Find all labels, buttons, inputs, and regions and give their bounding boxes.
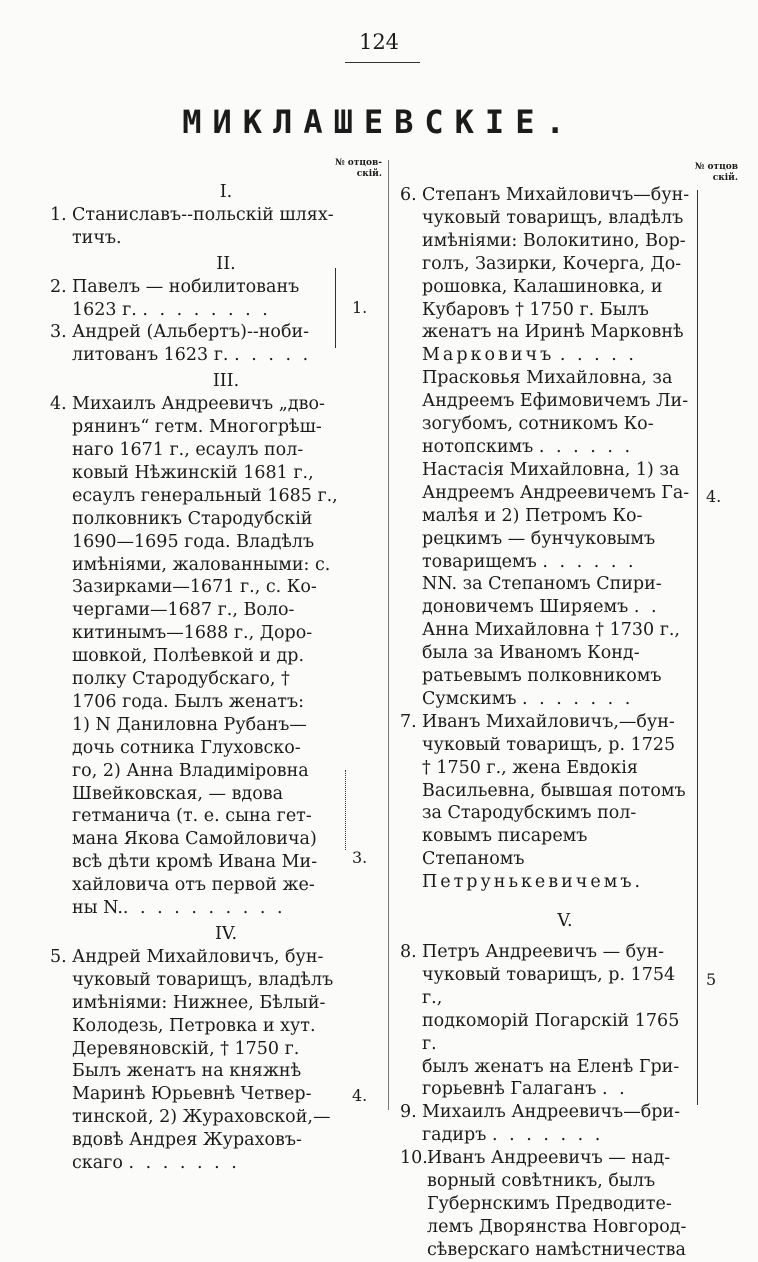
entry-text: рянинъ“ гетм. Многогрѣш- [72, 417, 322, 438]
entry-text: Васильевна, бывшая потомъ [422, 780, 686, 801]
entry-text: Марковичъ [422, 345, 555, 366]
entry-number: 6. [400, 185, 417, 205]
entry-2 [50, 276, 342, 322]
left-column [50, 178, 342, 1175]
entry-number: 8. [400, 942, 417, 962]
entry-text: Павелъ — нобилитованъ [72, 276, 300, 297]
entry-4 [50, 393, 342, 920]
entry-text: чуковый товарищъ, владѣлъ [422, 207, 684, 228]
entry-text: вдовѣ Андрея Жураховъ- [72, 1130, 302, 1151]
entry-7 [400, 711, 690, 894]
entry-number: 2. [50, 276, 67, 297]
entry-text: Зазирками—1671 г., с. Ко- [72, 577, 317, 598]
section-heading: IV. [214, 924, 238, 944]
entry-text: ны N. [72, 898, 123, 919]
leader-dots: . . . . . [559, 345, 637, 366]
leader-dots: . . . . . . . [491, 1125, 604, 1146]
father-ref: 1. [352, 298, 368, 317]
entry-text: всѣ дѣти кромѣ Ивана Ми- [72, 852, 318, 873]
entry-text: тинской, 2) Жураховской,— [72, 1107, 331, 1128]
daughter-text: товарищемъ [422, 551, 537, 572]
entry-text: Швейковская, — вдова [72, 783, 284, 804]
entry-text: Деревяновскій, † 1750 г. [72, 1038, 300, 1059]
entry-text: Михаилъ Андреевичъ—бри- [422, 1102, 681, 1123]
daughter-text: доновичемъ Ширяемъ [422, 597, 629, 618]
daughter-text: рецкимъ — бунчуковымъ [422, 528, 656, 549]
entry-8 [400, 941, 690, 1101]
entry-number: 9. [400, 1102, 417, 1123]
entry-text: гетманича (т. е. сына гет- [72, 806, 312, 827]
entry-text: Петръ Андреевичъ — бун- [422, 942, 665, 962]
daughter-text: малѣя и 2) Петромъ Ко- [422, 505, 643, 526]
daughter-text: Андреемъ Ефимовичемъ Ли- [422, 391, 689, 412]
entry-text: горьевнѣ Галаганъ [422, 1079, 597, 1100]
entry-number: 7. [400, 711, 417, 732]
entry-text: чергами—1687 г., Воло- [72, 600, 295, 621]
entry-text: ковымъ писаремъ Степаномъ [422, 826, 588, 870]
entry-text: Иванъ Михайловичъ,—бун- [422, 711, 675, 732]
entry-number: 4. [50, 394, 67, 415]
daughter-text: Андреемъ Андреевичемъ Га- [422, 482, 690, 503]
entry-text: мана Якова Самойловича) [72, 829, 317, 850]
entry-text: ворный совѣтникъ, былъ [427, 1171, 656, 1192]
entry-text: Степанъ Михайловичъ—бун- [422, 185, 690, 205]
entry-text: Андрей Михайловичъ, бун- [72, 946, 324, 967]
entry-text: полку Стародубскаго, † [72, 669, 290, 690]
section-heading: III. [212, 371, 240, 392]
entry-text: ковый Нѣжинскій 1681 г., [72, 462, 314, 483]
entry-text: дочь сотника Глуховско- [72, 737, 301, 758]
father-ref: 3. [352, 848, 368, 867]
entry-text: хайловича отъ первой же- [72, 875, 315, 896]
family-title: МИКЛАШЕВСКІЕ. [182, 103, 576, 141]
entry-number: 3. [50, 322, 67, 343]
daughter-text: Прасковья Михайловна, за [422, 368, 673, 389]
entry-text: Маринѣ Юрьевнѣ Четвер- [72, 1084, 312, 1105]
leader-dots: . . . . . . [538, 436, 634, 457]
leader-dots: . . [633, 597, 660, 618]
leader-dots: . . . . . . [542, 551, 637, 572]
entry-text: голъ, Зазирки, Кочерга, До- [422, 253, 682, 274]
entry-text: женатъ на Иринѣ Марковнѣ [422, 322, 684, 343]
section-heading: I. [219, 182, 233, 202]
daughter-text: NN. за Степаномъ Спири- [422, 574, 662, 595]
entry-3 [50, 321, 342, 367]
father-ref: 4. [706, 487, 722, 506]
entry-text: полковникъ Стародубскій [72, 508, 313, 529]
daughter-text: была за Иваномъ Конд- [422, 643, 640, 664]
entry-text: рошовка, Калашиновка, и [422, 276, 663, 297]
entry-text: есаулъ генеральный 1685 г., [72, 485, 338, 506]
header-rule [345, 62, 420, 63]
entry-text: наго 1671 г., есаулъ пол- [72, 439, 304, 460]
entry-text: чуковый товарищъ, владѣлъ [72, 969, 334, 990]
entry-1 [50, 204, 342, 250]
entry-text: имѣніями, жалованными: с. [72, 554, 331, 575]
brace [327, 268, 336, 348]
entry-text: Колодезь, Петровка и хут. [72, 1015, 316, 1036]
leader-dots: . . [601, 1079, 628, 1100]
entry-text: тичъ. [72, 227, 122, 248]
entry-5 [50, 946, 342, 1175]
entry-9 [400, 1101, 690, 1147]
entry-text: 1690—1695 года. Владѣлъ [72, 531, 315, 552]
entry-number: 1. [50, 204, 67, 225]
daughter-text: зогубомъ, сотникомъ Ко- [422, 414, 654, 435]
entry-text: за Стародубскимъ пол- [422, 803, 637, 824]
leader-dots: . . . . . . . . . . [122, 898, 286, 919]
entry-text: Губернскимъ Предводите- [427, 1193, 672, 1214]
right-column-header: № отцов скій. [694, 162, 738, 183]
entry-text: Андрей (Альбертъ)--ноби- [72, 322, 310, 343]
entry-text: чуковый товарищъ, р. 1754 г., [422, 964, 676, 1008]
leader-dots: . . . . . . . . [142, 299, 271, 320]
entry-text: † 1750 г., жена Евдокія [422, 757, 638, 778]
entry-text: подкоморій Погарскій 1765 г. [422, 1010, 680, 1054]
entry-text: гадиръ [422, 1125, 487, 1146]
entry-text: Былъ женатъ на княжнѣ [72, 1061, 302, 1082]
leader-dots: . . . . . [234, 345, 312, 366]
entry-text: сѣверскаго намѣстничества [427, 1239, 686, 1260]
entry-text: скаго [72, 1153, 123, 1174]
page-number: 124 [358, 30, 400, 54]
entry-text: имѣніями: Волокитино, Вор- [422, 230, 686, 251]
entry-number: 10. [400, 1148, 428, 1169]
daughter-text: ратьевымъ полковникомъ [422, 666, 662, 687]
entry-text: шовкой, Полѣевкой и др. [72, 646, 305, 667]
entry-number: 5. [50, 946, 67, 967]
section-heading: II. [216, 253, 236, 274]
brace [337, 770, 346, 850]
daughter-text: нотопскимъ [422, 436, 534, 457]
leader-dots: . . . . . . . [522, 688, 634, 709]
entry-text: Иванъ Андреевичъ — над- [427, 1148, 671, 1169]
brace [689, 190, 698, 1105]
father-ref: 4. [352, 1086, 368, 1105]
father-ref: 5 [706, 970, 717, 989]
entry-text: 1623 г. [72, 299, 137, 320]
entry-text: Кубаровъ † 1750 г. Былъ [422, 299, 649, 320]
entry-text: Петрунькевичемъ. [422, 872, 644, 893]
entry-text: Михаилъ Андреевичъ „дво- [72, 394, 325, 415]
entry-text: литованъ 1623 г. [72, 345, 229, 366]
entry-text: былъ женатъ на Еленѣ Гри- [422, 1056, 680, 1077]
daughter-text: Настасія Михайловна, 1) за [422, 459, 680, 480]
column-divider [388, 160, 389, 1110]
leader-dots: . . . . . . . [128, 1153, 240, 1174]
entry-text: 1706 года. Былъ женатъ: [72, 691, 305, 712]
entry-text: имѣніями: Нижнее, Бѣлый- [72, 992, 326, 1013]
daughter-text: Сумскимъ [422, 688, 517, 709]
right-column [400, 184, 690, 1262]
entry-text: 1) N Даниловна Рубанъ— [72, 714, 307, 735]
daughter-text: Анна Михайловна † 1730 г., [422, 620, 680, 641]
entry-6 [400, 184, 690, 711]
left-column-header: № отцов-скій. [334, 158, 382, 179]
entry-text: Станиславъ--польскій шлях- [72, 204, 334, 225]
entry-text: китинымъ—1688 г., Доро- [72, 623, 313, 644]
entry-text: го, 2) Анна Владиміровна [72, 760, 309, 781]
entry-10 [400, 1147, 690, 1262]
entry-text: лемъ Дворянства Новгород- [427, 1216, 687, 1237]
section-heading: V. [557, 911, 573, 932]
entry-text: чуковый товарищъ, р. 1725 [422, 734, 676, 755]
